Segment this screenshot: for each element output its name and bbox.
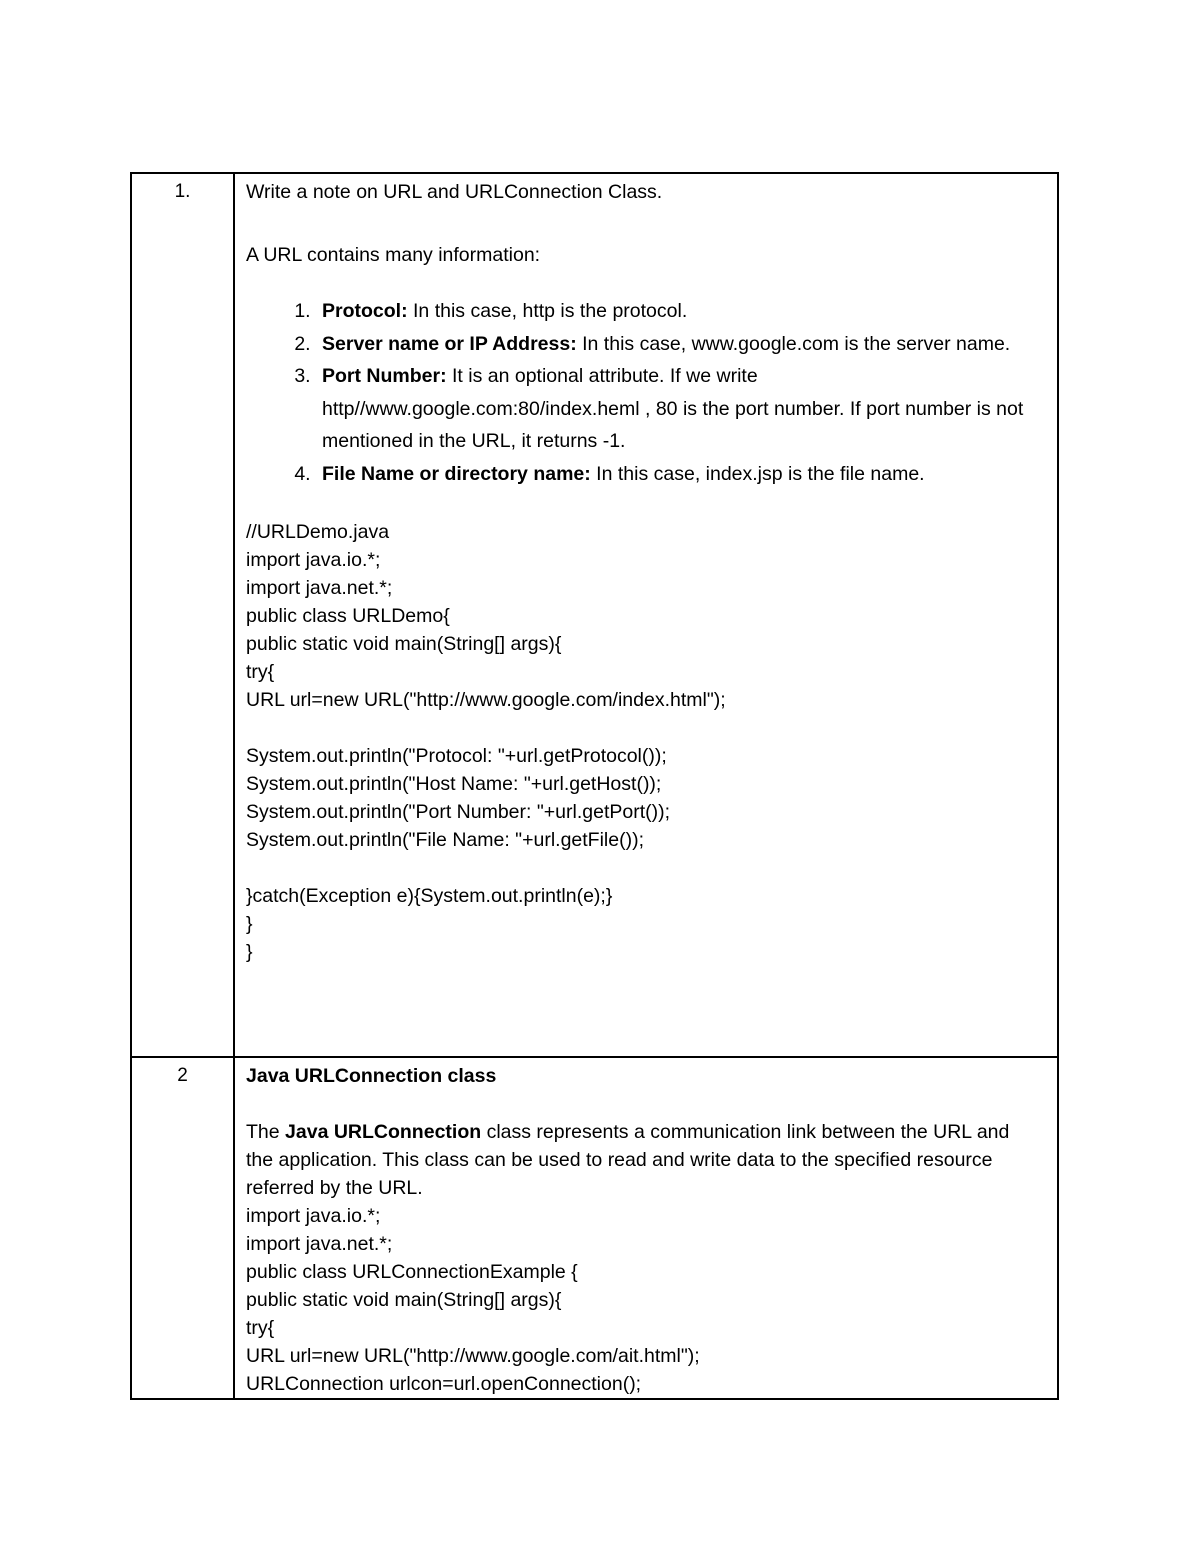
intro-text: A URL contains many information:	[246, 244, 541, 266]
code-line: import java.net.*;	[246, 577, 393, 599]
list-item-text: In this case, index.jsp is the file name.	[590, 462, 925, 485]
description-text: class represents a communication link between the URL and the application. This class can be used to read and write data to the specified resource referred by the URL.	[246, 1121, 1010, 1199]
code-line: URL url=new URL("http://www.google.com/index.html");	[246, 689, 726, 711]
section-heading: Java URLConnection class	[246, 1065, 497, 1087]
code-line: URL url=new URL("http://www.google.com/ait.html");	[246, 1345, 700, 1367]
description-paragraph	[246, 1118, 1037, 1202]
code-line: import java.io.*;	[246, 1205, 381, 1227]
list-item-text: In this case, http is the protocol.	[407, 300, 688, 322]
code-line: System.out.println("Host Name: "+url.getHost());	[246, 773, 662, 795]
list-item-term: Protocol:	[322, 300, 408, 322]
code-line: public class URLConnectionExample {	[246, 1261, 578, 1283]
code-line: System.out.println("Protocol: "+url.getProtocol());	[246, 745, 667, 767]
code-line: import java.net.*;	[246, 1233, 393, 1255]
description-bold-term: Java URLConnection	[285, 1121, 482, 1143]
code-line: import java.io.*;	[246, 549, 381, 571]
code-line: }	[246, 941, 253, 963]
table-row	[131, 173, 1058, 1057]
code-line: //URLDemo.java	[246, 521, 390, 543]
code-line: public class URLDemo{	[246, 605, 450, 627]
list-item-text: It is an optional attribute. If we write http//www.google.com:80/index.heml , 80 is the port number. If port number is not mentioned in the URL, it returns -1.	[322, 365, 1024, 452]
question-number-cell	[131, 173, 234, 1057]
code-line: System.out.println("File Name: "+url.getFile());	[246, 829, 644, 851]
list-item-text: In this case, www.google.com is the server name.	[576, 332, 1011, 355]
question-number-cell	[131, 1057, 234, 1399]
code-line: public static void main(String[] args){	[246, 633, 562, 655]
question-title: Write a note on URL and URLConnection Class.	[246, 181, 663, 203]
description-prefix: The	[246, 1121, 286, 1143]
code-line: try{	[246, 1317, 275, 1339]
answer-cell	[234, 1057, 1058, 1399]
code-block	[246, 1202, 1037, 1398]
list-item	[316, 360, 1037, 458]
url-parts-list	[246, 295, 1037, 490]
list-item-term: File Name or directory name:	[322, 462, 591, 485]
code-block	[246, 518, 1037, 966]
code-line: try{	[246, 661, 275, 683]
code-line: URLConnection urlcon=url.openConnection();	[246, 1373, 642, 1395]
list-item	[316, 295, 1037, 328]
list-item	[316, 458, 1037, 491]
code-line: }catch(Exception e){System.out.println(e);}	[246, 885, 613, 907]
question-table	[130, 172, 1059, 1400]
list-item	[316, 328, 1037, 361]
question-number: 1.	[174, 181, 191, 202]
list-item-term: Port Number:	[322, 365, 447, 387]
code-line: System.out.println("Port Number: "+url.getPort());	[246, 801, 671, 823]
table-row	[131, 1057, 1058, 1399]
code-line: public static void main(String[] args){	[246, 1289, 562, 1311]
code-line: }	[246, 913, 253, 935]
answer-cell	[234, 173, 1058, 1057]
question-number: 2	[177, 1065, 188, 1086]
list-item-term: Server name or IP Address:	[322, 332, 577, 355]
